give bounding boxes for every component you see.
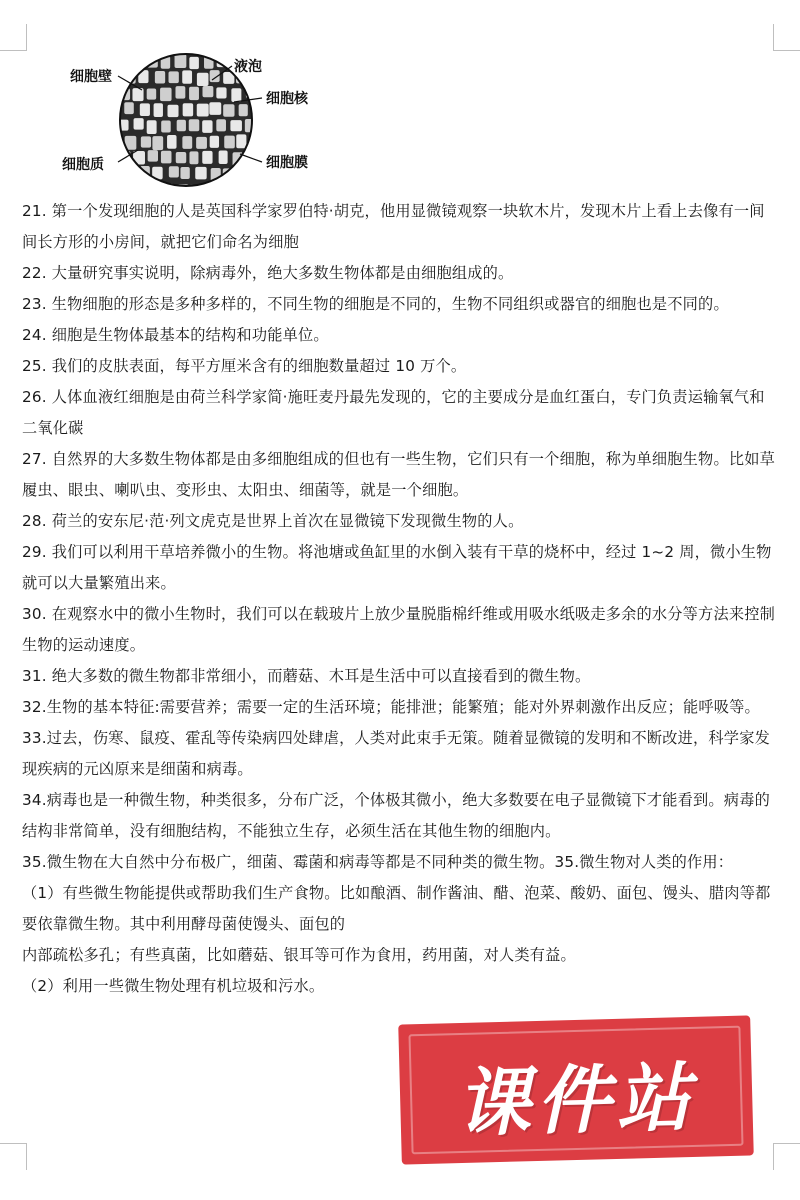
paragraph-34: 34.病毒也是一种微生物，种类很多，分布广泛，个体极其微小，绝大多数要在电子显微镜下才能看到。病毒的结构非常简单，没有细胞结构，不能独立生存，必须生活在其他生物的细胞内。 — [22, 791, 770, 840]
label-cell-membrane: 细胞膜 — [266, 155, 308, 171]
plant-cell-figure — [56, 50, 346, 190]
paragraph-35-2: （2）利用一些微生物处理有机垃圾和污水。 — [22, 977, 325, 995]
paragraph-30: 30. 在观察水中的微小生物时，我们可以在载玻片上放少量脱脂棉纤维或用吸水纸吸走多余的水分等方法来控制生物的运动速度。 — [22, 605, 775, 654]
paragraph-26: 26. 人体血液红细胞是由荷兰科学家简·施旺麦丹最先发现的，它的主要成分是血红蛋白，专门负责运输氧气和二氧化碳 — [22, 388, 765, 437]
page-corner-mark-bottom-left — [0, 1143, 27, 1170]
label-vacuole: 液泡 — [234, 59, 262, 75]
paragraph-25: 25. 我们的皮肤表面，每平方厘米含有的细胞数量超过 10 万个。 — [22, 357, 467, 375]
label-nucleus: 细胞核 — [266, 91, 308, 107]
paragraph-27: 27. 自然界的大多数生物体都是由多细胞组成的但也有一些生物，它们只有一个细胞，称为单细胞生物。比如草履虫、眼虫、喇叭虫、变形虫、太阳虫、细菌等，就是一个细胞。 — [22, 450, 775, 499]
page-corner-mark-top-right — [773, 24, 800, 51]
paragraph-35-1-cont: 内部疏松多孔；有些真菌，比如蘑菇、银耳等可作为食用，药用菌，对人类有益。 — [22, 946, 576, 964]
paragraph-35: 35.微生物在大自然中分布极广，细菌、霉菌和病毒等都是不同种类的微生物。35.微生物对人类的作用： — [22, 853, 734, 871]
label-cytoplasm: 细胞质 — [62, 157, 104, 173]
paragraph-24: 24. 细胞是生物体最基本的结构和功能单位。 — [22, 326, 329, 344]
label-cell-wall: 细胞壁 — [70, 69, 112, 85]
paragraph-21: 21. 第一个发现细胞的人是英国科学家罗伯特·胡克，他用显微镜观察一块软木片，发现木片上看上去像有一间间长方形的小房间，就把它们命名为细胞 — [22, 202, 765, 251]
page-corner-mark-bottom-right — [773, 1143, 800, 1170]
watermark-stamp — [398, 1015, 754, 1164]
paragraph-28: 28. 荷兰的安东尼·范·列文虎克是世界上首次在显微镜下发现微生物的人。 — [22, 512, 524, 530]
paragraph-35-1: （1）有些微生物能提供或帮助我们生产食物。比如酿酒、制作酱油、醋、泡菜、酸奶、面包、馒头、腊肉等都要依靠微生物。其中利用酵母菌使馒头、面包的 — [22, 884, 771, 933]
page-corner-mark-top-left — [0, 24, 27, 51]
paragraph-33: 33.过去，伤寒、鼠疫、霍乱等传染病四处肆虐，人类对此束手无策。随着显微镜的发明和不断改进，科学家发现疾病的元凶原来是细菌和病毒。 — [22, 729, 770, 778]
paragraph-32: 32.生物的基本特征:需要营养；需要一定的生活环境；能排泄；能繁殖；能对外界刺激作出反应；能呼吸等。 — [22, 698, 760, 716]
paragraph-23: 23. 生物细胞的形态是多种多样的，不同生物的细胞是不同的，生物不同组织或器官的细胞也是不同的。 — [22, 295, 729, 313]
document-body — [22, 196, 778, 1002]
paragraph-31: 31. 绝大多数的微生物都非常细小，而蘑菇、木耳是生活中可以直接看到的微生物。 — [22, 667, 591, 685]
paragraph-29: 29. 我们可以利用干草培养微小的生物。将池塘或鱼缸里的水倒入装有干草的烧杯中，经过 1~2 周，微小生物就可以大量繁殖出来。 — [22, 543, 772, 592]
paragraph-22: 22. 大量研究事实说明，除病毒外，绝大多数生物体都是由细胞组成的。 — [22, 264, 514, 282]
watermark-text: 课件站 — [455, 1054, 698, 1148]
